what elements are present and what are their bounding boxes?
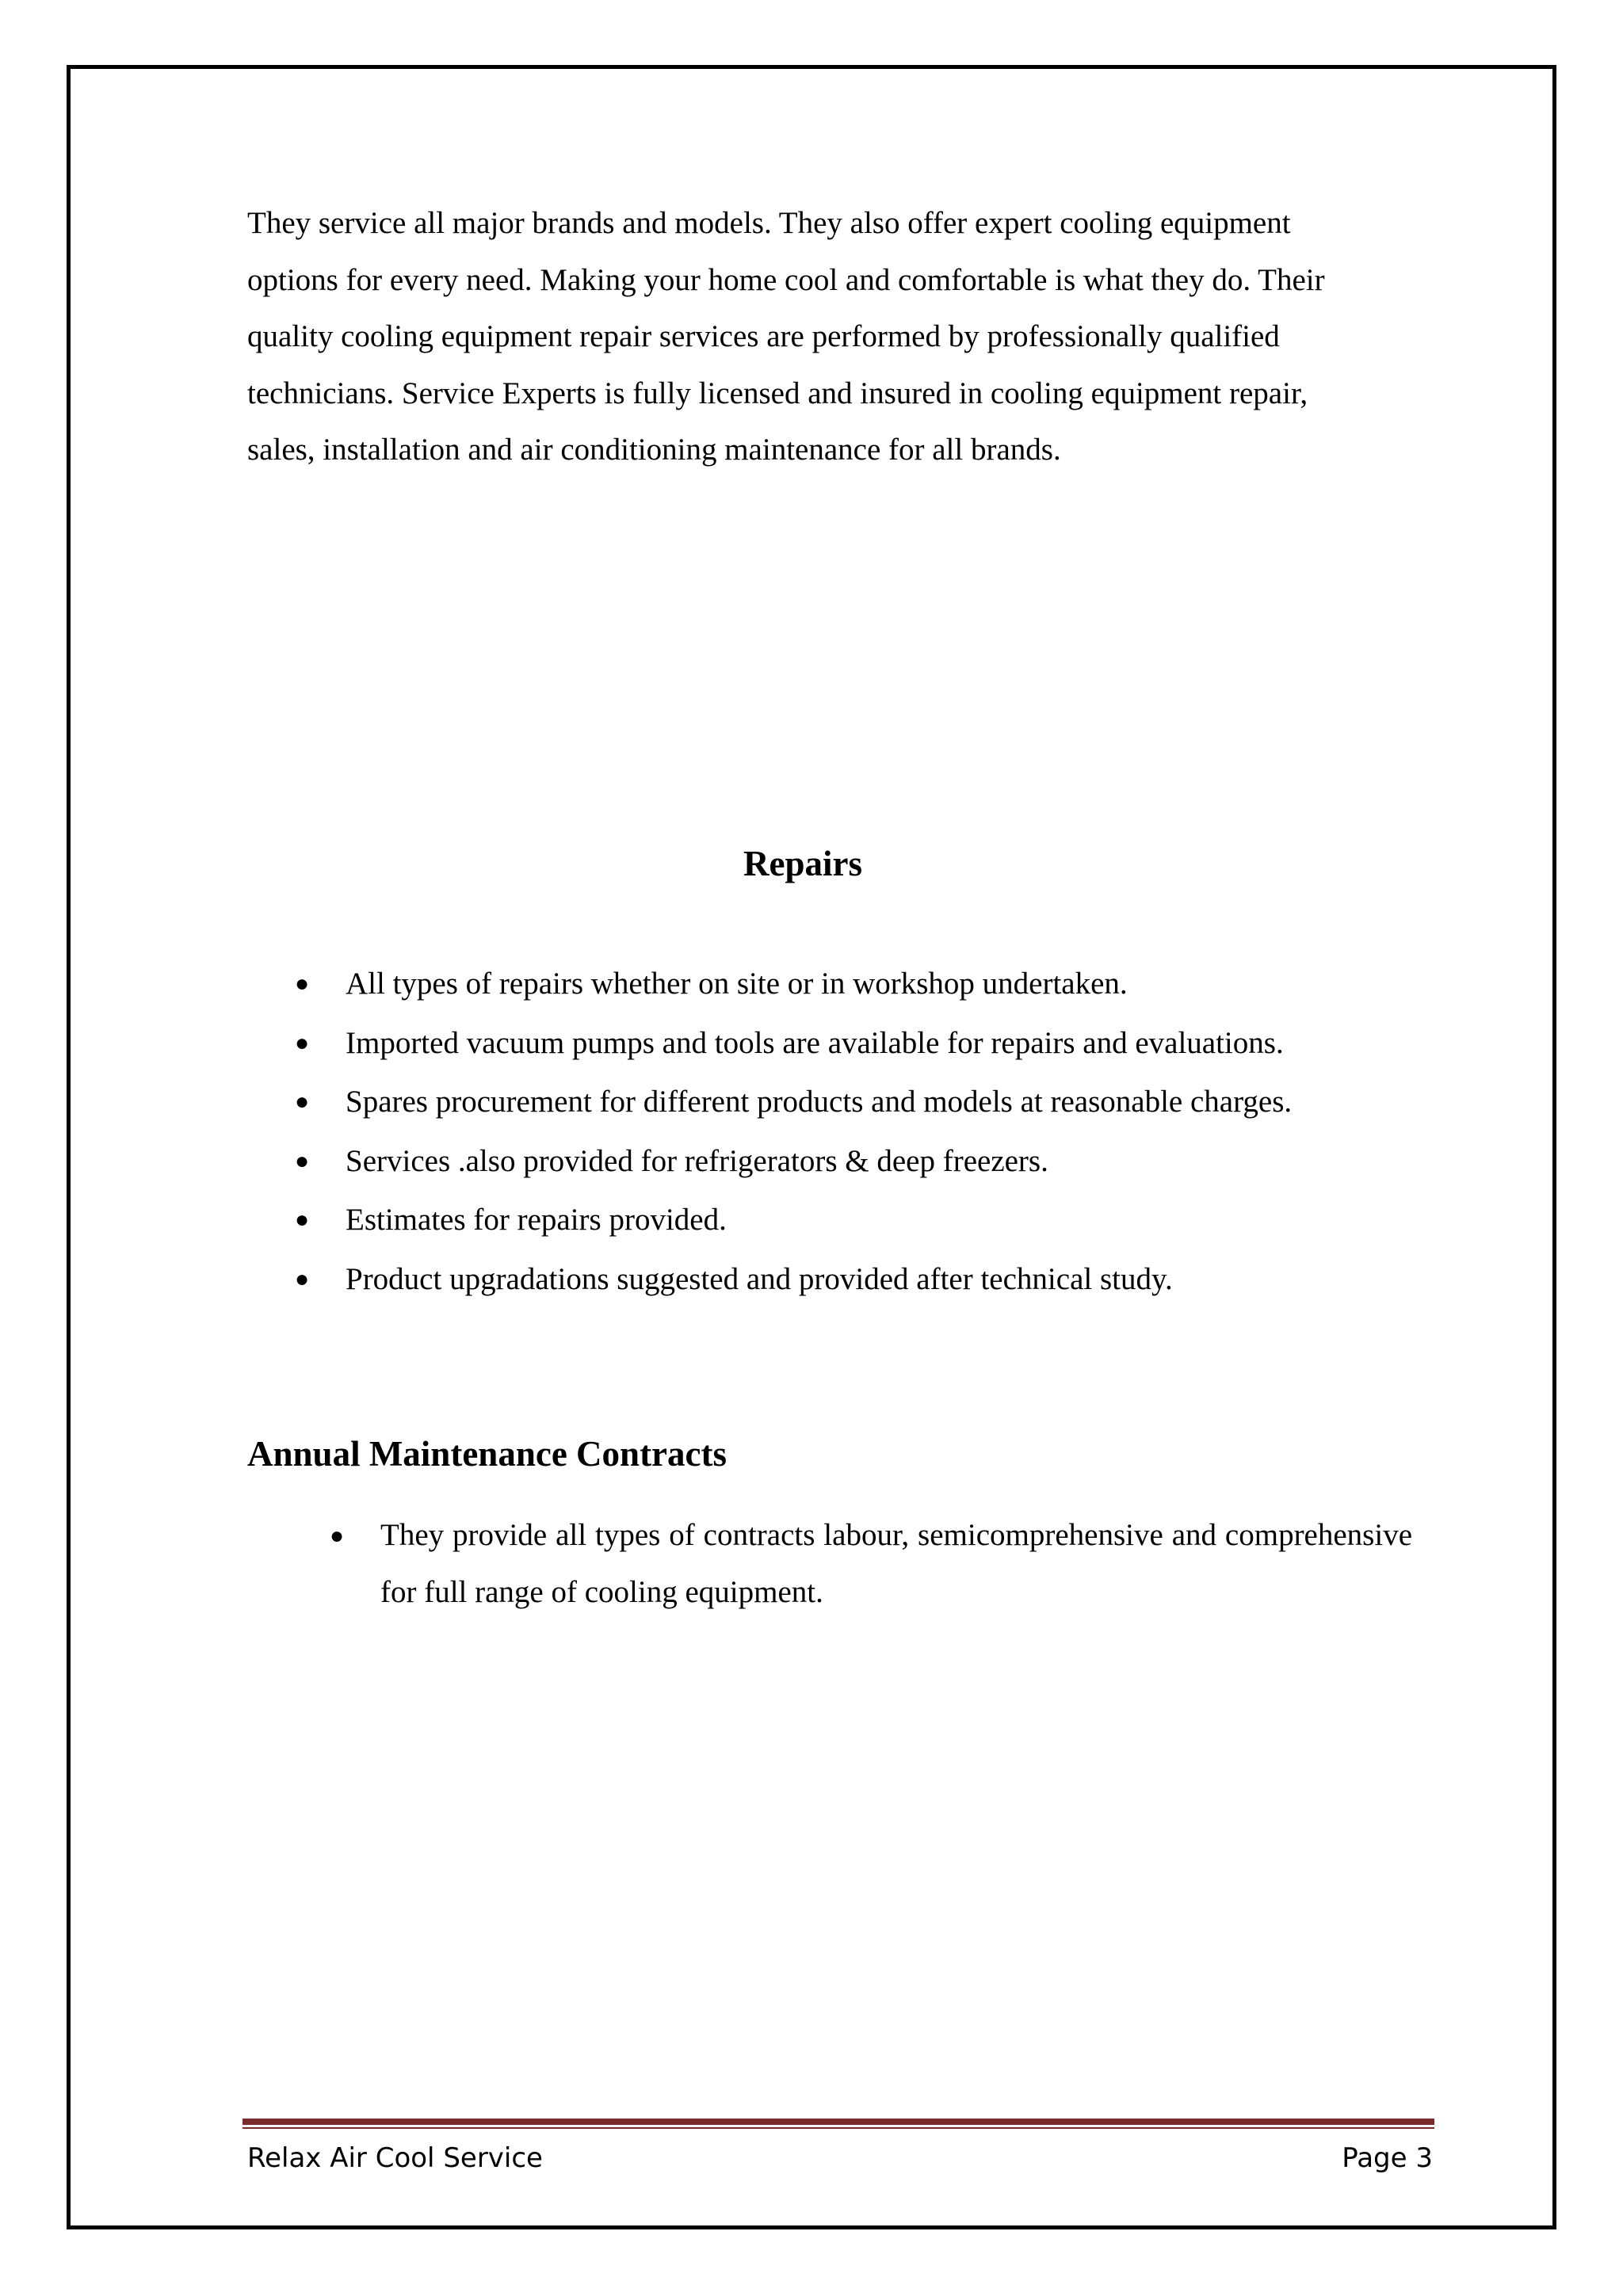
list-item-text: Spares procurement for different products and models at reasonable charges. [346, 1085, 1293, 1119]
bullet-icon: ● [295, 1207, 310, 1233]
bullet-icon: ● [330, 1523, 345, 1549]
intro-line: options for every need. Making your home cool and comfortable is what they do. Their [247, 262, 1325, 297]
intro-line: technicians. Service Experts is fully licensed and insured in cooling equipment repair, [247, 376, 1308, 410]
list-item [295, 1191, 1444, 1250]
list-item-text: Imported vacuum pumps and tools are available for repairs and evaluations. [346, 1025, 1284, 1060]
list-item-text: They provide all types of contracts labour, semicomprehensive and comprehensive for full range of cooling equipment. [380, 1518, 1412, 1609]
list-item-text: All types of repairs whether on site or in workshop undertaken. [346, 967, 1128, 1001]
intro-line: sales, installation and air conditioning maintenance for all brands. [247, 433, 1061, 467]
list-item [295, 1132, 1444, 1192]
bullet-icon: ● [295, 1029, 310, 1056]
footer-rule [242, 2119, 1434, 2130]
footer-page-number: Page 3 [1342, 2142, 1433, 2174]
list-item-text: Estimates for repairs provided. [346, 1203, 727, 1237]
list-item [295, 1014, 1444, 1074]
amc-list [330, 1507, 1412, 1620]
bullet-icon: ● [295, 1147, 310, 1174]
list-item [330, 1507, 1412, 1620]
intro-line: They service all major brands and models. They also offer expert cooling equipment [247, 206, 1291, 240]
amc-heading: Annual Maintenance Contracts [247, 1434, 727, 1474]
footer-rule-thin [242, 2127, 1434, 2129]
intro-line: quality cooling equipment repair services are performed by professionally qualified [247, 319, 1280, 353]
bullet-icon: ● [295, 1265, 310, 1292]
list-item [295, 1073, 1444, 1132]
footer-company-name: Relax Air Cool Service [247, 2142, 543, 2174]
bullet-icon: ● [295, 1089, 310, 1115]
bullet-icon: ● [295, 971, 310, 997]
repairs-list [295, 955, 1444, 1309]
list-item-text: Services .also provided for refrigerators & deep freezers. [346, 1143, 1048, 1178]
repairs-heading: Repairs [743, 844, 862, 883]
list-item-text: Product upgradations suggested and provided after technical study. [346, 1261, 1173, 1296]
list-item [295, 955, 1444, 1014]
footer-rule-thick [242, 2119, 1434, 2125]
list-item [295, 1250, 1444, 1310]
intro-paragraph [247, 195, 1412, 479]
